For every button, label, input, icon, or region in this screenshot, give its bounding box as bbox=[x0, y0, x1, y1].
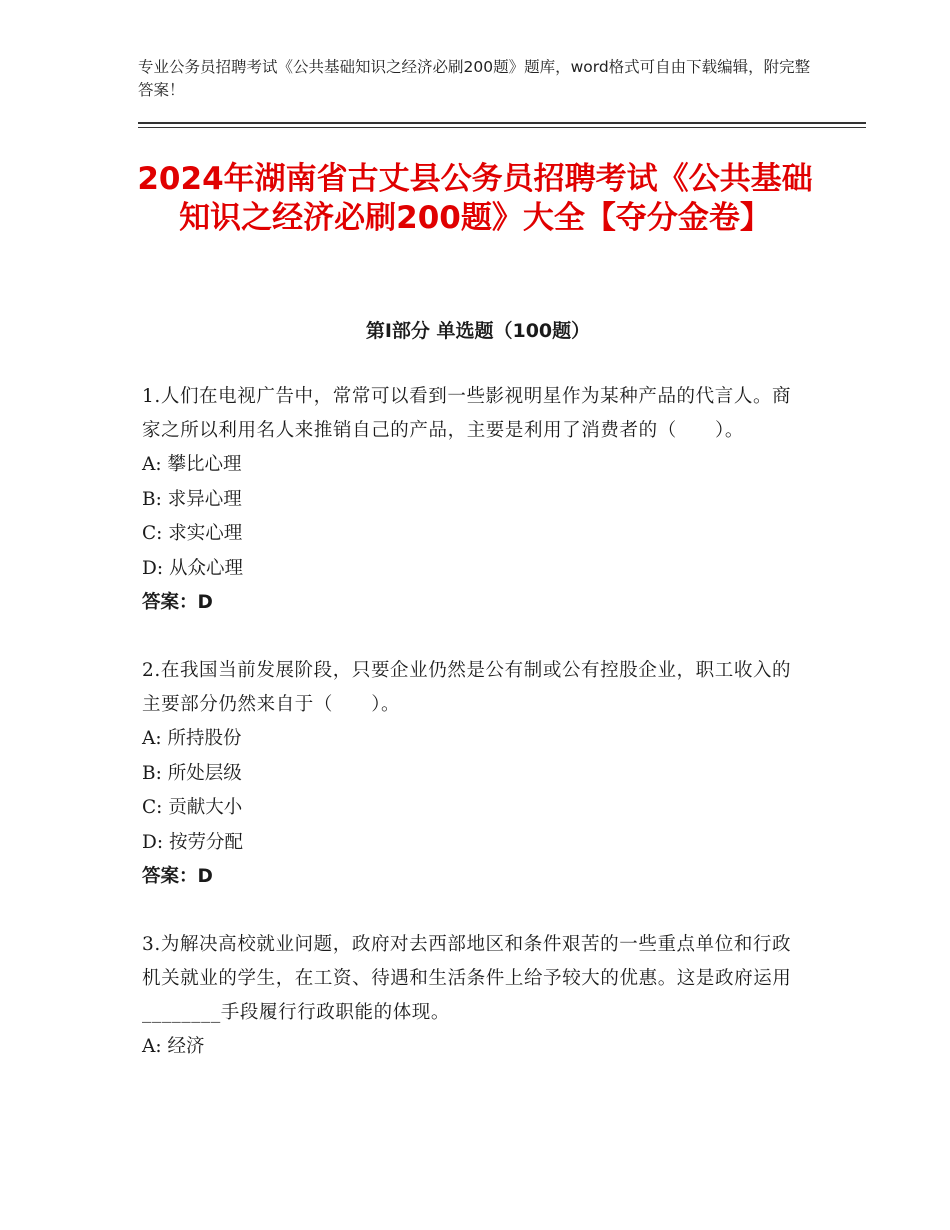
option-d: D: 按劳分配 bbox=[142, 831, 243, 853]
option-b: B: 求异心理 bbox=[142, 488, 242, 510]
document-title: 2024年湖南省古丈县公务员招聘考试《公共基础知识之经济必刷200题》大全【夺分金卷】 bbox=[137, 161, 813, 236]
option-d: D: 从众心理 bbox=[142, 557, 243, 579]
question-2 bbox=[142, 654, 802, 894]
question-3 bbox=[142, 928, 802, 1065]
question-stem: 2.在我国当前发展阶段，只要企业仍然是公有制或公有控股企业，职工收入的主要部分仍然来自于（ ）。 bbox=[142, 660, 792, 715]
header-rule-thin bbox=[138, 127, 866, 128]
header-note: 专业公务员招聘考试《公共基础知识之经济必刷200题》题库，word格式可自由下载编辑，附完整答案！ bbox=[138, 58, 811, 99]
question-1 bbox=[142, 380, 802, 620]
section-title: 第Ⅰ部分 单选题（100题） bbox=[365, 320, 591, 342]
option-a: A: 攀比心理 bbox=[142, 454, 242, 475]
option-c: C: 求实心理 bbox=[142, 523, 243, 544]
option-b: B: 所处层级 bbox=[142, 762, 242, 784]
option-c: C: 贡献大小 bbox=[142, 797, 243, 818]
question-stem: 1.人们在电视广告中，常常可以看到一些影视明星作为某种产品的代言人。商家之所以利用名人来推销自己的产品，主要是利用了消费者的（ ）。 bbox=[142, 386, 792, 441]
question-stem: 3.为解决高校就业问题，政府对去西部地区和条件艰苦的一些重点单位和行政机关就业的学生，在工资、待遇和生活条件上给予较大的优惠。这是政府运用________手段履行行政职能的体现。 bbox=[142, 934, 792, 1023]
option-a: A: 所持股份 bbox=[142, 728, 242, 749]
answer: 答案：D bbox=[142, 866, 213, 887]
question-list bbox=[142, 380, 802, 1099]
option-a: A: 经济 bbox=[142, 1036, 205, 1057]
header-rule bbox=[138, 122, 866, 124]
answer: 答案：D bbox=[142, 592, 213, 613]
